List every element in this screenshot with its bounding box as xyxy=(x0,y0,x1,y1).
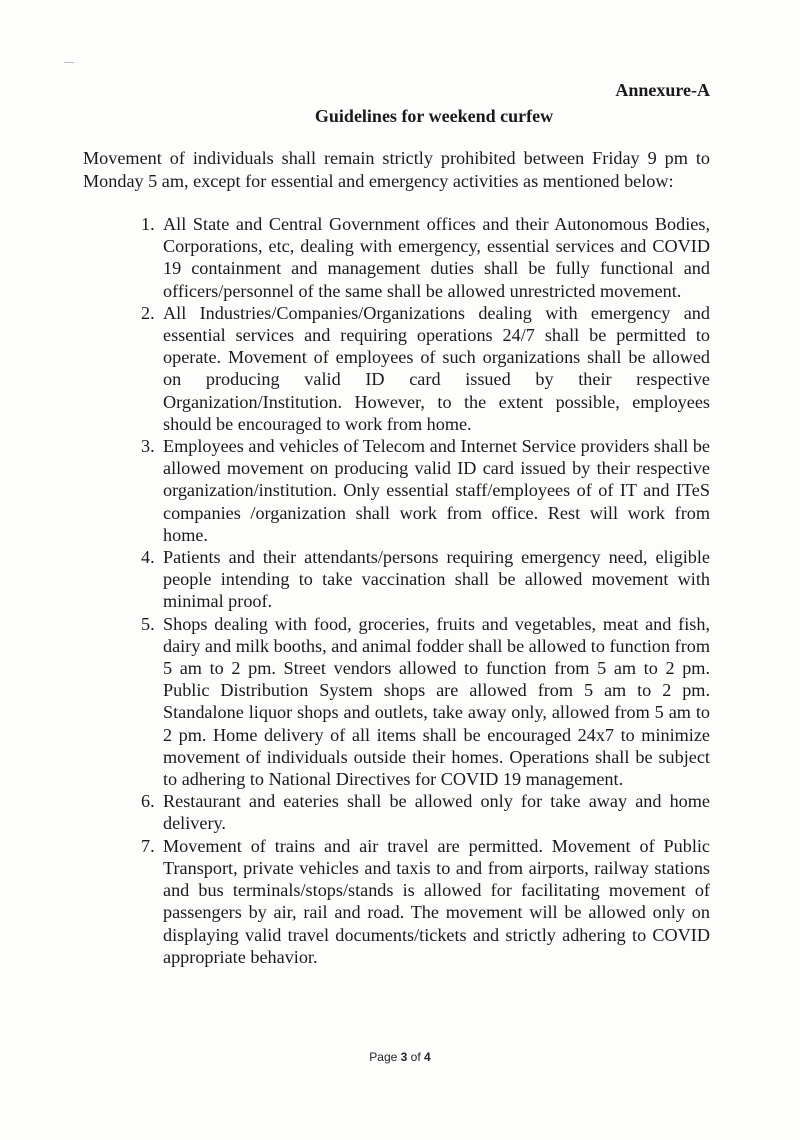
of-label: of xyxy=(410,1050,421,1064)
item-number: 2. xyxy=(141,302,155,323)
item-text: Restaurant and eateries shall be allowed only for take away and home delivery. xyxy=(163,791,710,834)
scan-mark xyxy=(64,62,74,63)
item-text: Patients and their attendants/persons requiring emergency need, eligible people intending to take vaccination shall be allowed movement with minimal proof. xyxy=(163,547,710,612)
item-number: 4. xyxy=(141,547,155,568)
item-number: 6. xyxy=(141,791,155,812)
item-text: All Industries/Companies/Organizations dealing with emergency and essential services and requiring operations 24/7 shall be permitted to operate. Movement of employees of such organizations shall be allowed on producing valid ID card issued by their respective Organization/Institution. However, to the extent possible, employees should be encouraged to work from home. xyxy=(163,302,710,434)
page-label: Page xyxy=(369,1050,398,1064)
item-number: 1. xyxy=(141,214,155,234)
guideline-item xyxy=(83,213,710,302)
guidelines-list xyxy=(83,213,710,968)
total-pages-number: 4 xyxy=(424,1050,431,1064)
guideline-item xyxy=(83,546,710,613)
item-text: All State and Central Government offices and their Autonomous Bodies, Corporations, etc, dealing with emergency, essential services and COVID 19 containment and management duties shall be fully functional and officers/personnel of the same shall be allowed unrestricted movement. xyxy=(163,214,710,301)
item-number: 7. xyxy=(141,835,155,856)
intro-paragraph: Movement of individuals shall remain strictly prohibited between Friday 9 pm to Monday 5 am, except for essential and emergency activities as mentioned below: xyxy=(83,148,710,191)
guideline-item xyxy=(83,613,710,791)
item-text: Employees and vehicles of Telecom and Internet Service providers shall be allowed movement on producing valid ID card issued by their respective organization/institution. Only essential staff/employees of of IT and ITeS companies /organization shall work from office. Rest will work from home. xyxy=(163,436,710,545)
annexure-label: Annexure-A xyxy=(615,80,710,100)
page-footer xyxy=(0,1050,800,1064)
item-number: 5. xyxy=(141,613,155,634)
item-text: Shops dealing with food, groceries, fruits and vegetables, meat and fish, dairy and milk booths, and animal fodder shall be allowed to function from 5 am to 2 pm. Street vendors allowed to function from 5 am to 2 pm. Public Distribution System shops are allowed from 5 am to 2 pm. Standalone liquor shops and outlets, take away only, allowed from 5 am to 2 pm. Home delivery of all items shall be encouraged 24x7 to minimize movement of individuals outside their homes. Operations shall be subject to adhering to National Directives for COVID 19 management. xyxy=(163,613,711,790)
item-text: Movement of trains and air travel are permitted. Movement of Public Transport, private vehicles and taxis to and from airports, railway stations and bus terminals/stops/stands is allowed for facilitating movement of passengers by air, rail and road. The movement will be allowed only on displaying valid travel documents/tickets and strictly adhering to COVID appropriate behavior. xyxy=(163,835,710,967)
guideline-item xyxy=(83,835,710,968)
current-page-number: 3 xyxy=(400,1050,408,1064)
guideline-item xyxy=(83,790,710,834)
document-title: Guidelines for weekend curfew xyxy=(314,106,554,126)
guideline-item xyxy=(83,435,710,546)
guideline-item xyxy=(83,302,710,435)
item-number: 3. xyxy=(141,436,155,457)
